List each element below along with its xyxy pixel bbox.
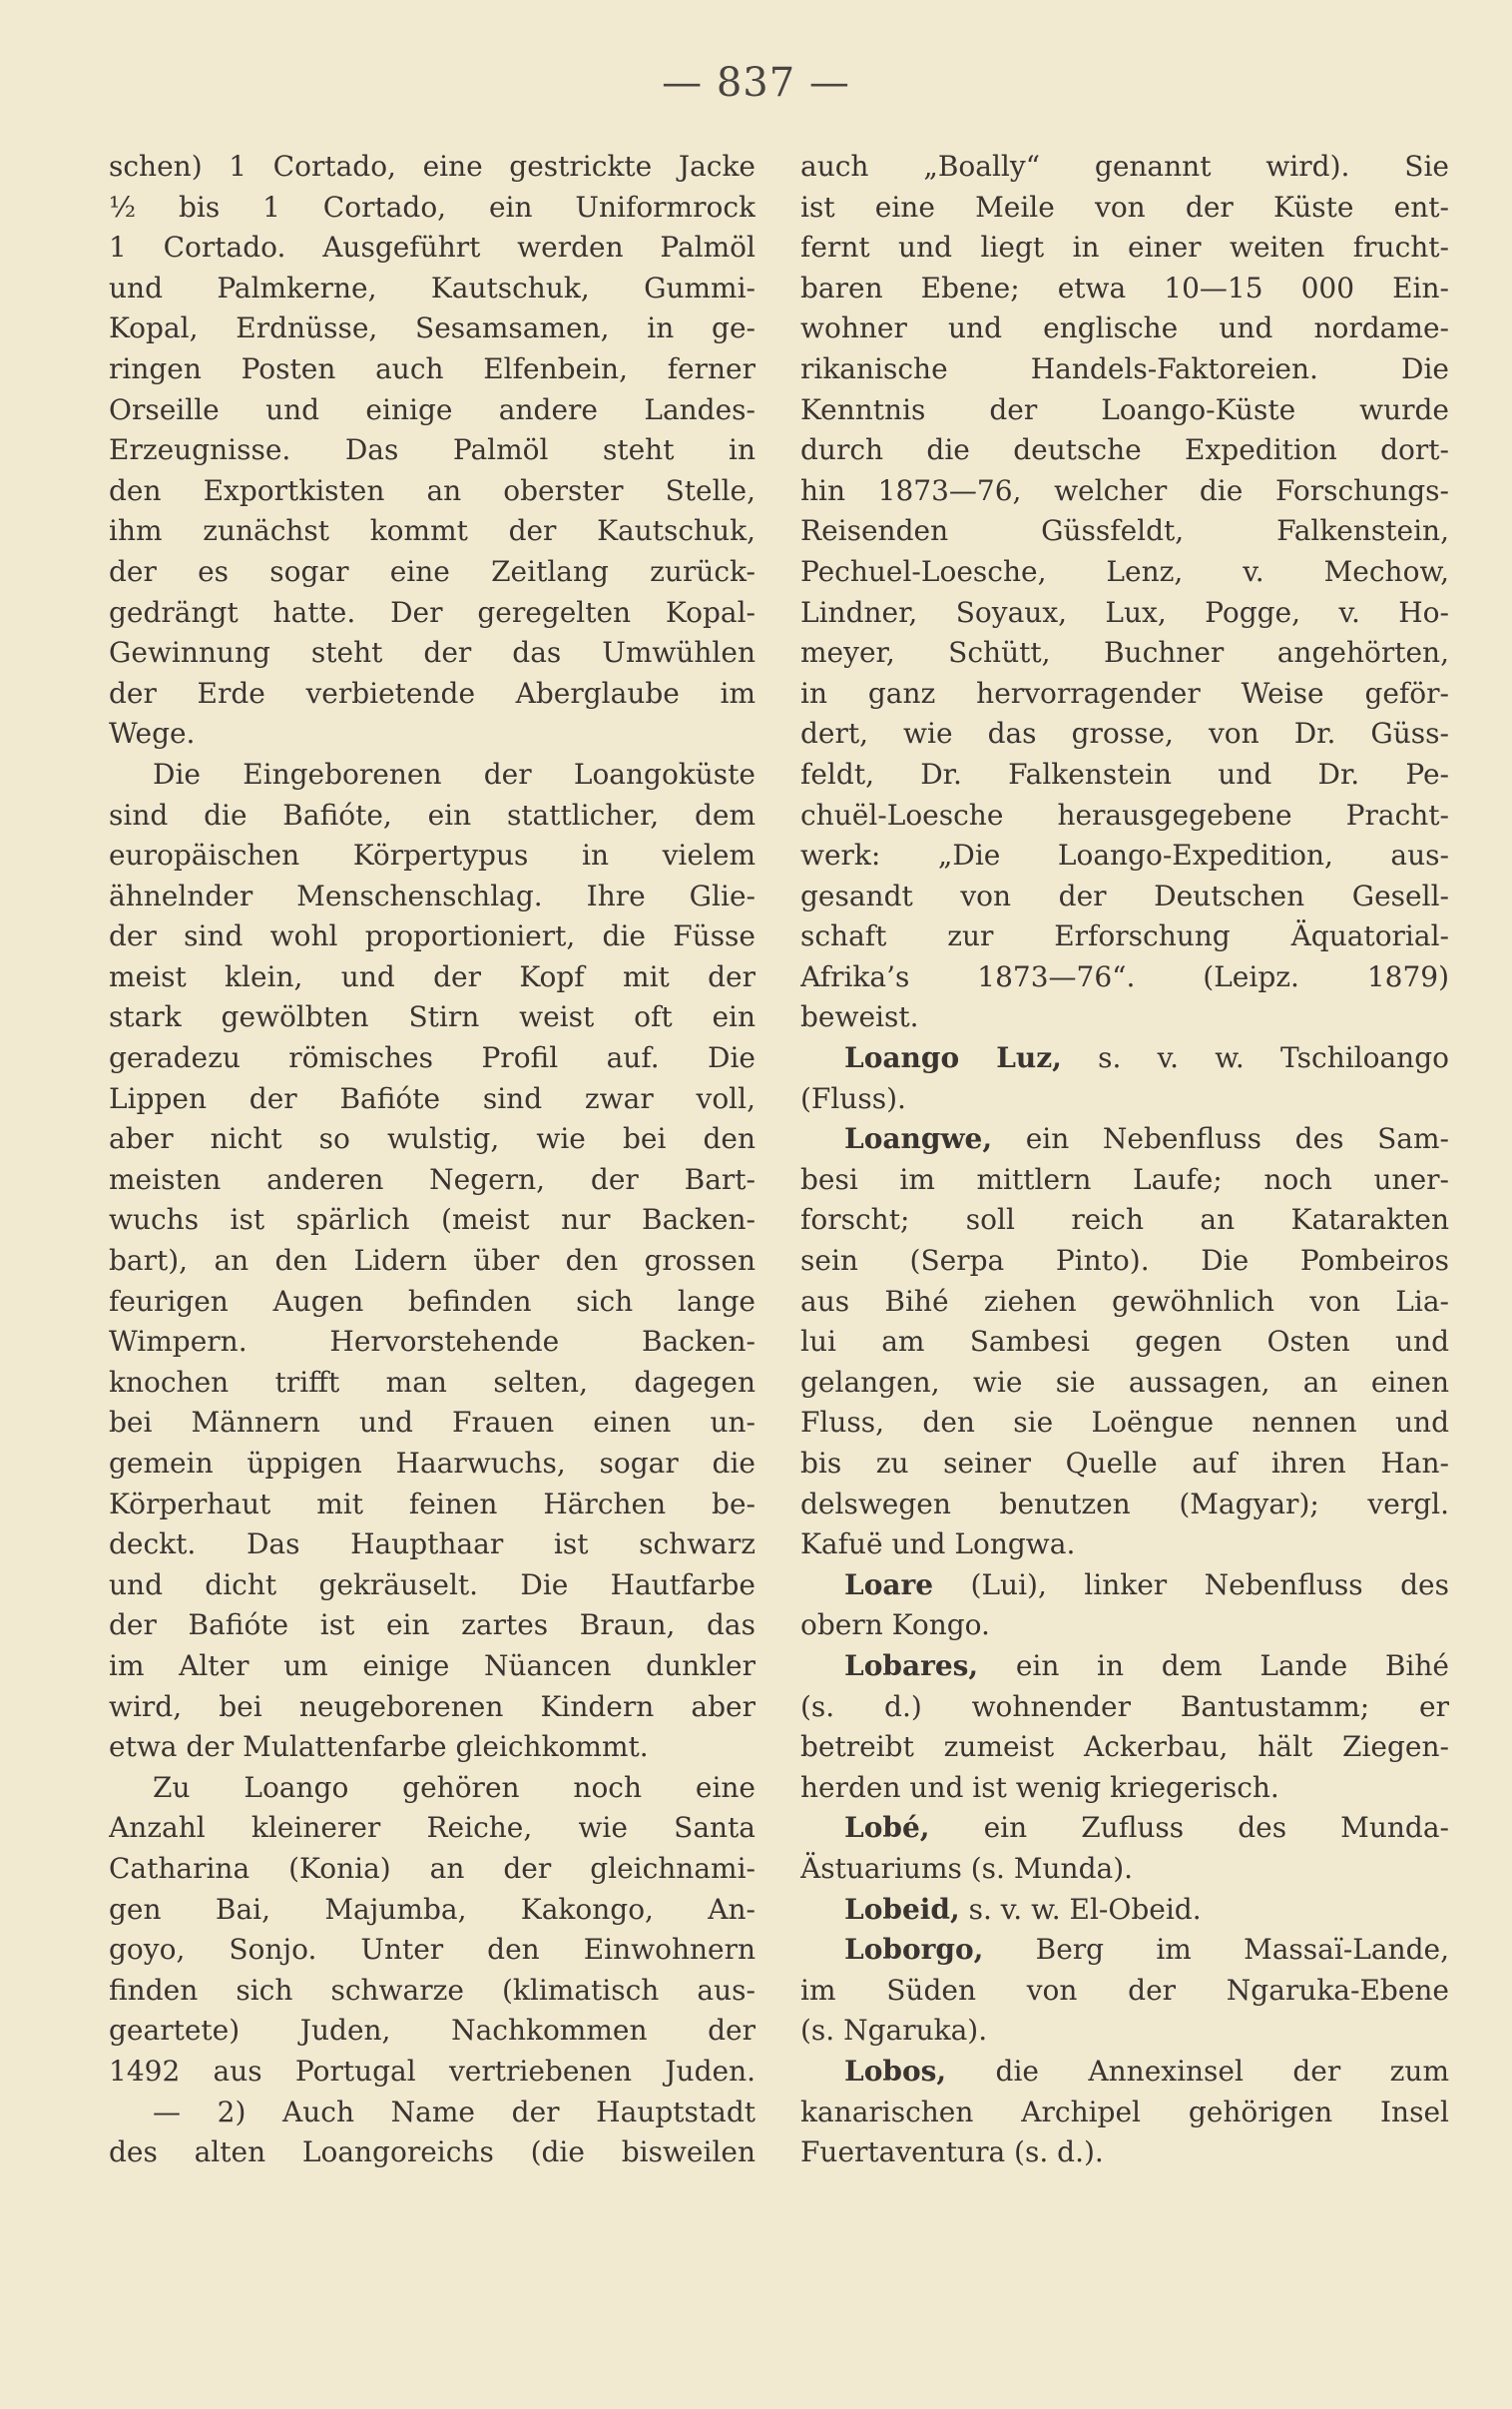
left-column-line [109,714,756,755]
line-text: Kenntnis der Loango-Küste wurde [800,392,1449,426]
right-column-line [800,1605,1449,1646]
page-number: — 837 — [662,60,850,106]
line-text: gemein üppigen Haarwuchs, sogar die [109,1447,756,1480]
left-column-line [109,836,756,877]
left-column-line [109,674,756,715]
right-column-line [800,714,1449,755]
left-column-line [109,188,756,229]
line-text: der sind wohl proportioniert, die Füsse [109,919,756,953]
line-text: — 2) Auch Name der Hauptstadt [153,2095,756,2128]
line-text: den Exportkisten an oberster Stelle, [109,473,756,507]
line-text: Pechuel-Loesche, Lenz, v. Mechow, [800,554,1449,588]
line-text: bis zu seiner Quelle auf ihren Han- [800,1447,1449,1480]
line-text: deckt. Das Haupthaar ist schwarz [109,1527,756,1561]
right-column-line [800,188,1449,229]
line-text: delswegen benutzen (Magyar); vergl. [800,1487,1449,1520]
entry-term: Lobé, [844,1811,930,1845]
line-text: werk: „Die Loango-Expedition, aus- [800,839,1449,873]
right-column-line [800,957,1449,998]
entry-term: Lobeid, [844,1892,960,1926]
left-column-line [109,1079,756,1120]
left-column-line [109,2093,756,2133]
right-column-line [800,1727,1449,1768]
line-text: Die Eingeborenen der Loangoküste [153,757,756,791]
left-column-line [109,1727,756,1768]
right-column-line [800,1768,1449,1809]
line-text: Catharina (Konia) an der gleichnami- [109,1851,756,1885]
right-column-line [800,1403,1449,1444]
left-column-line [109,511,756,552]
line-text: der Bafióte ist ein zartes Braun, das [109,1608,756,1642]
right-column-line [800,1160,1449,1201]
left-column-line [109,877,756,917]
line-text: meyer, Schütt, Buchner angehörten, [800,636,1449,670]
line-text: (s. Ngaruka). [800,2014,988,2048]
right-column-line [800,1079,1449,1120]
line-text: hin 1873—76, welcher die Forschungs- [800,473,1449,507]
left-column-line [109,1808,756,1849]
line-text: gelangen, wie sie aussagen, an einen [800,1365,1449,1399]
left-column-line [109,471,756,512]
right-column-line [800,1119,1449,1160]
left-column-line [109,1930,756,1971]
line-text: im Süden von der Ngaruka-Ebene [800,1973,1449,2007]
left-column-line [109,957,756,998]
line-text: rikanische Handels-Faktoreien. Die [800,351,1449,385]
right-column-line [800,796,1449,837]
left-column-line [109,1768,756,1809]
left-column-line [109,1565,756,1606]
line-text: meist klein, und der Kopf mit der [109,959,756,993]
left-column-line [109,796,756,837]
line-text: feurigen Augen befinden sich lange [109,1284,756,1318]
line-text: gen Bai, Majumba, Kakongo, An- [109,1892,756,1926]
left-column-line [109,2052,756,2093]
left-column-line [109,1971,756,2012]
left-column-line [109,269,756,309]
line-text: Fluss, den sie Loëngue nennen und [800,1406,1449,1440]
line-text: goyo, Sonjo. Unter den Einwohnern [109,1933,756,1967]
line-text: kanarischen Archipel gehörigen Insel [800,2095,1449,2128]
line-text: Ästuariums (s. Munda). [800,1851,1134,1885]
right-column-line [800,1200,1449,1241]
right-column-line [800,593,1449,634]
left-column-line [109,147,756,188]
right-column-line [800,633,1449,674]
left-column-line [109,1363,756,1404]
line-text: fernt und liegt in einer weiten frucht- [800,231,1449,265]
line-text: Kafuë und Longwa. [800,1527,1076,1561]
left-column-line [109,633,756,674]
line-text: ein Zufluss des Munda- [929,1811,1449,1845]
left-column-line [109,997,756,1038]
left-column-line [109,1119,756,1160]
line-text: betreibt zumeist Ackerbau, hält Ziegen- [800,1730,1449,1764]
right-column-line [800,1363,1449,1404]
line-text: die Annexinsel der zum [946,2054,1449,2088]
right-column-line [800,755,1449,796]
line-text: Zu Loango gehören noch eine [153,1770,756,1804]
line-text: forscht; soll reich an Katarakten [800,1203,1449,1237]
line-text: des alten Loangoreichs (die bisweilen [109,2135,756,2169]
right-column-line [800,552,1449,593]
line-text: Erzeugnisse. Das Palmöl steht in [109,433,756,467]
line-text: Lindner, Soyaux, Lux, Pogge, v. Ho- [800,595,1449,629]
line-text: in ganz hervorragender Weise geför- [800,676,1449,710]
line-text: auch „Boally“ genannt wird). Sie [800,150,1449,183]
line-text: finden sich schwarze (klimatisch aus- [109,1973,756,2007]
left-column-line [109,1485,756,1525]
line-text: wird, bei neugeborenen Kindern aber [109,1689,756,1723]
line-text: feldt, Dr. Falkenstein und Dr. Pe- [800,757,1449,791]
line-text: besi im mittlern Laufe; noch uner- [800,1162,1449,1196]
left-column-line [109,1403,756,1444]
left-column-line [109,2132,756,2173]
line-text: ringen Posten auch Elfenbein, ferner [109,351,756,385]
line-text: schaft zur Erforschung Äquatorial- [800,919,1449,953]
right-column-line [800,2011,1449,2052]
line-text: Fuertaventura (s. d.). [800,2135,1104,2169]
right-column-line [800,1038,1449,1079]
line-text: dert, wie das grosse, von Dr. Güss- [800,717,1449,751]
right-column-line [800,1930,1449,1971]
right-column-line [800,877,1449,917]
line-text: schen) 1 Cortado, eine gestrickte Jacke [109,150,756,183]
line-text: aus Bihé ziehen gewöhnlich von Lia- [800,1284,1449,1318]
right-column-line [800,1890,1449,1931]
left-column-line [109,1038,756,1079]
line-text: Kopal, Erdnüsse, Sesamsamen, in ge- [109,311,756,345]
line-text: knochen trifft man selten, dagegen [109,1365,756,1399]
line-text: Gewinnung steht der das Umwühlen [109,636,756,670]
line-text: 1 Cortado. Ausgeführt werden Palmöl [109,231,756,265]
right-column-line [800,1646,1449,1687]
left-column-line [109,1160,756,1201]
left-column-line [109,916,756,957]
left-column-line [109,1524,756,1565]
line-text: geradezu römisches Profil auf. Die [109,1041,756,1075]
line-text: aber nicht so wulstig, wie bei den [109,1122,756,1156]
line-text: im Alter um einige Nüancen dunkler [109,1648,756,1682]
left-column-line [109,1646,756,1687]
line-text: und Palmkerne, Kautschuk, Gummi- [109,271,756,304]
entry-term: Loangwe, [844,1122,993,1156]
line-text: ihm zunächst kommt der Kautschuk, [109,514,756,548]
left-column-line [109,1687,756,1728]
line-text: etwa der Mulattenfarbe gleichkommt. [109,1730,649,1764]
entry-term: Lobares, [844,1648,979,1682]
right-column-line [800,430,1449,471]
line-text: ähnelnder Menschenschlag. Ihre Glie- [109,879,756,912]
entry-term: Lobos, [844,2054,947,2088]
line-text: durch die deutsche Expedition dort- [800,433,1449,467]
right-column-line [800,916,1449,957]
right-column-line [800,1971,1449,2012]
right-column-line [800,269,1449,309]
right-column-line [800,674,1449,715]
right-column-line [800,308,1449,349]
left-column-line [109,1605,756,1646]
line-text: sind die Bafióte, ein stattlicher, dem [109,798,756,832]
line-text: stark gewölbten Stirn weist oft ein [109,1000,756,1034]
line-text: 1492 aus Portugal vertriebenen Juden. [109,2054,756,2088]
right-column-line [800,1687,1449,1728]
right-column-line [800,2052,1449,2093]
line-text: ein in dem Lande Bihé [978,1648,1449,1682]
line-text: sein (Serpa Pinto). Die Pombeiros [800,1244,1449,1278]
right-column-line [800,511,1449,552]
left-column-line [109,1322,756,1363]
right-column-line [800,1565,1449,1606]
entry-term: Loango Luz, [844,1041,1062,1075]
right-column-line [800,1444,1449,1485]
line-text: s. v. w. El-Obeid. [959,1892,1202,1926]
line-text: Wimpern. Hervorstehende Backen- [109,1325,756,1359]
right-column-line [800,390,1449,431]
right-column-line [800,1485,1449,1525]
left-column-line [109,755,756,796]
line-text: Reisenden Güssfeldt, Falkenstein, [800,514,1449,548]
line-text: wuchs ist spärlich (meist nur Backen- [109,1203,756,1237]
right-column-line [800,997,1449,1038]
line-text: chuël-Loesche herausgegebene Pracht- [800,798,1449,832]
line-text: Afrika’s 1873—76“. (Leipz. 1879) [800,959,1449,993]
right-column [800,147,1449,2173]
line-text: obern Kongo. [800,1608,990,1642]
right-column-line [800,1524,1449,1565]
line-text: bart), an den Lidern über den grossen [109,1244,756,1278]
left-column-line [109,430,756,471]
entry-term: Loare [844,1567,934,1601]
right-column-line [800,471,1449,512]
left-column-line [109,1241,756,1282]
right-column-line [800,147,1449,188]
left-column-line [109,1282,756,1323]
line-text: herden und ist wenig kriegerisch. [800,1770,1279,1804]
line-text: Lippen der Bafióte sind zwar voll, [109,1081,756,1115]
line-text: beweist. [800,1000,919,1034]
right-column-line [800,1808,1449,1849]
line-text: gedrängt hatte. Der geregelten Kopal- [109,595,756,629]
left-column [109,147,756,2173]
right-column-line [800,1849,1449,1890]
left-column-line [109,1444,756,1485]
right-column-line [800,2093,1449,2133]
line-text: ½ bis 1 Cortado, ein Uniformrock [109,190,756,224]
right-column-line [800,228,1449,269]
line-text: Wege. [109,717,196,751]
left-column-line [109,1849,756,1890]
line-text: (s. d.) wohnender Bantustamm; er [800,1689,1449,1723]
line-text: gesandt von der Deutschen Gesell- [800,879,1449,912]
line-text: Berg im Massaï-Lande, [983,1933,1449,1967]
line-text: (Fluss). [800,1081,906,1115]
right-column-line [800,349,1449,390]
left-column-line [109,349,756,390]
line-text: bei Männern und Frauen einen un- [109,1406,756,1440]
left-column-line [109,2011,756,2052]
left-column-line [109,552,756,593]
line-text: s. v. w. Tschiloango [1061,1041,1449,1075]
line-text: wohner und englische und nordame- [800,311,1449,345]
line-text: ein Nebenfluss des Sam- [992,1122,1449,1156]
entry-term: Loborgo, [844,1933,984,1967]
line-text: Orseille und einige andere Landes- [109,392,756,426]
left-column-line [109,228,756,269]
right-column-line [800,1282,1449,1323]
right-column-line [800,1322,1449,1363]
line-text: ist eine Meile von der Küste ent- [800,190,1449,224]
line-text: europäischen Körpertypus in vielem [109,839,756,873]
right-column-line [800,836,1449,877]
right-column-line [800,1241,1449,1282]
line-text: Anzahl kleinerer Reiche, wie Santa [109,1811,756,1845]
line-text: lui am Sambesi gegen Osten und [800,1325,1449,1359]
line-text: der Erde verbietende Aberglaube im [109,676,756,710]
left-column-line [109,308,756,349]
line-text: Körperhaut mit feinen Härchen be- [109,1487,756,1520]
line-text: geartete) Juden, Nachkommen der [109,2014,756,2048]
line-text: (Lui), linker Nebenfluss des [933,1567,1449,1601]
line-text: meisten anderen Negern, der Bart- [109,1162,756,1196]
left-column-line [109,1890,756,1931]
line-text: der es sogar eine Zeitlang zurück- [109,554,756,588]
left-column-line [109,1200,756,1241]
left-column-line [109,593,756,634]
right-column-line [800,2132,1449,2173]
line-text: und dicht gekräuselt. Die Hautfarbe [109,1567,756,1601]
line-text: baren Ebene; etwa 10—15 000 Ein- [800,271,1449,304]
left-column-line [109,390,756,431]
